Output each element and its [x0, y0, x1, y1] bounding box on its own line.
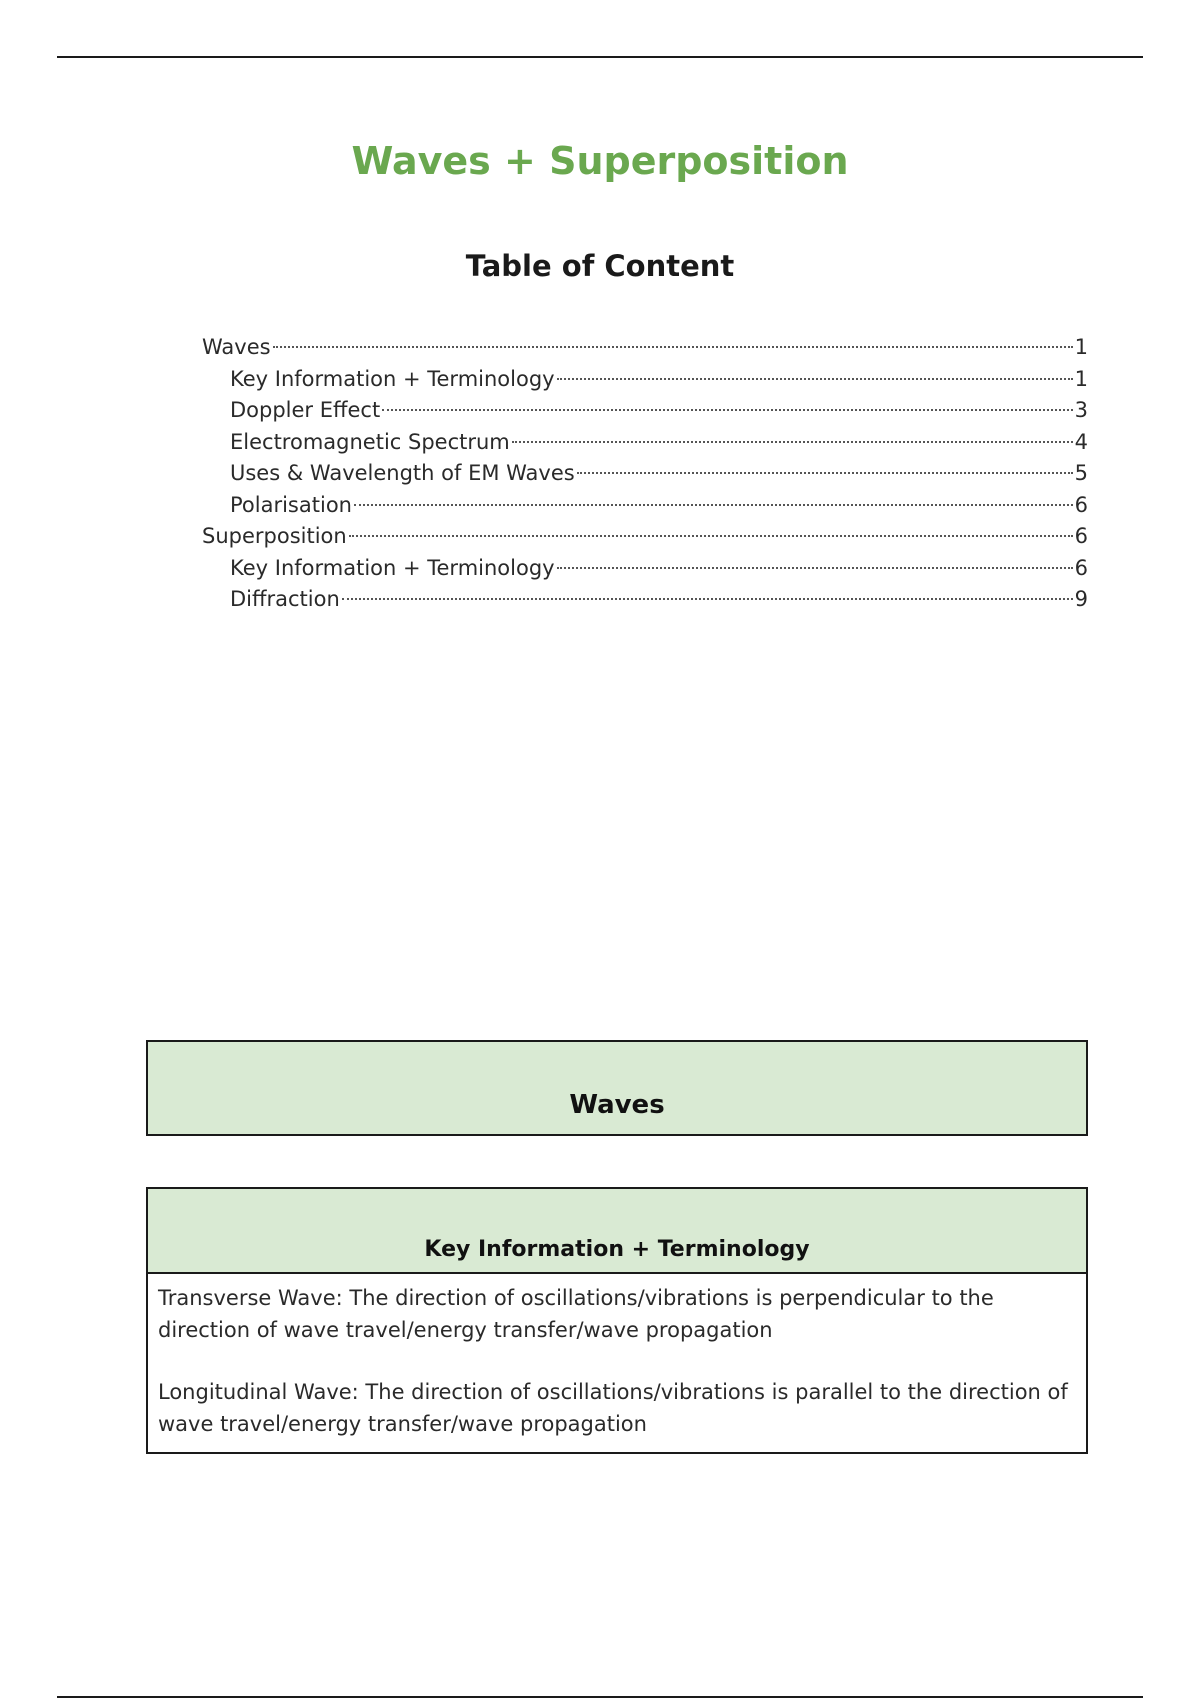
toc-page-number: 1 — [1074, 366, 1088, 391]
toc-page-number: 3 — [1074, 398, 1088, 422]
toc-entry[interactable] — [202, 332, 1088, 364]
toc-entry-text: Polarisation — [230, 492, 352, 517]
toc-leader-dots — [557, 378, 1073, 380]
toc-entry[interactable] — [202, 458, 1088, 490]
toc-entry[interactable] — [202, 553, 1088, 585]
document-title: Waves + Superposition — [351, 139, 849, 183]
toc-entry-text: Superposition — [202, 524, 347, 548]
section-header-box — [146, 1040, 1088, 1136]
toc-entry[interactable] — [202, 521, 1088, 553]
toc-leader-dots — [512, 441, 1073, 443]
key-information-body — [148, 1274, 1086, 1440]
toc-entry[interactable] — [202, 364, 1088, 396]
toc-leader-dots — [273, 346, 1073, 348]
toc-leader-dots — [382, 409, 1072, 411]
toc-entry-text: Key Information + Terminology — [230, 555, 555, 580]
toc-page-number: 6 — [1074, 555, 1088, 580]
key-information-header — [148, 1189, 1086, 1274]
toc-heading: Table of Content — [465, 249, 735, 283]
toc-page-number: 6 — [1074, 524, 1088, 548]
toc-leader-dots — [342, 598, 1073, 600]
toc-leader-dots — [557, 567, 1073, 569]
toc-entry[interactable] — [202, 490, 1088, 522]
page-top-rule — [57, 56, 1143, 58]
toc-entry-text: Doppler Effect — [230, 398, 381, 422]
toc-page-number: 4 — [1074, 429, 1088, 454]
toc-leader-dots — [577, 472, 1073, 474]
toc-leader-dots — [354, 504, 1073, 506]
definition-longitudinal-wave: Longitudinal Wave: The direction of oscillations/vibrations is parallel to the direction of wave travel/energy transfer/wave propagation — [158, 1380, 1068, 1436]
section-title: Waves — [569, 1090, 665, 1120]
toc-entry-text: Diffraction — [230, 587, 340, 611]
key-information-table — [146, 1187, 1088, 1454]
toc-page-number: 1 — [1074, 335, 1088, 359]
toc-page-number: 9 — [1074, 587, 1088, 611]
page-bottom-rule — [57, 1696, 1143, 1698]
toc-leader-dots — [349, 535, 1073, 537]
toc-entry-text: Waves — [202, 335, 271, 359]
toc-page-number: 5 — [1074, 461, 1088, 485]
toc-entry-text: Uses & Wavelength of EM Waves — [230, 461, 575, 485]
key-information-title: Key Information + Terminology — [424, 1237, 810, 1262]
toc-entry-text: Electromagnetic Spectrum — [230, 429, 510, 454]
table-of-contents — [202, 332, 1088, 616]
toc-entry-text: Key Information + Terminology — [230, 366, 555, 391]
toc-entry[interactable] — [202, 427, 1088, 459]
toc-entry[interactable] — [202, 584, 1088, 616]
toc-entry[interactable] — [202, 395, 1088, 427]
toc-page-number: 6 — [1074, 492, 1088, 517]
definition-transverse-wave: Transverse Wave: The direction of oscillations/vibrations is perpendicular to the direction of wave travel/energy transfer/wave propagation — [158, 1286, 994, 1342]
